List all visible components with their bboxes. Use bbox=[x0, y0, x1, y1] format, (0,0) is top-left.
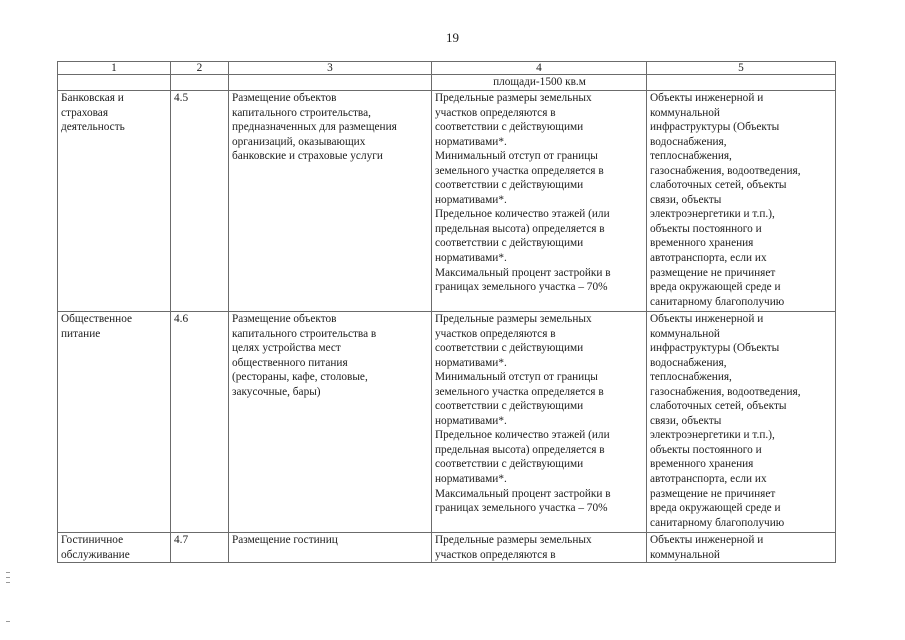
scan-edge-mark bbox=[6, 577, 10, 578]
activity-code-cell: 4.5 bbox=[171, 91, 229, 312]
activity-code-cell: 4.6 bbox=[171, 312, 229, 533]
header-cell: 5 bbox=[647, 62, 836, 75]
scan-edge-mark bbox=[6, 572, 10, 573]
parameters-cell: Предельные размеры земельных участков определяются в соответствии с действующими нормативами*. Минимальный отступ от границы земельного участка определяется в соответствии с действующими нормативами*. Предельное количество этажей (или предельная высота) определяется в соответствии с действующими нормативами*. Максимальный процент застройки в границах земельного участка – 70% bbox=[432, 91, 647, 312]
activity-description-cell: Размещение объектов капитального строительства, предназначенных для размещения организаций, оказывающих банковские и страховые услуги bbox=[229, 91, 432, 312]
activity-name-cell: Гостиничное обслуживание bbox=[58, 533, 171, 563]
parameters-cell: Предельные размеры земельных участков определяются в соответствии с действующими нормативами*. Минимальный отступ от границы земельного участка определяется в соответствии с действующими нормативами*. Предельное количество этажей (или предельная высота) определяется в соответствии с действующими нормативами*. Максимальный процент застройки в границах земельного участка – 70% bbox=[432, 312, 647, 533]
auxiliary-uses-cell: Объекты инженерной и коммунальной bbox=[647, 533, 836, 563]
table-cell bbox=[58, 75, 171, 91]
table-row bbox=[58, 91, 836, 312]
auxiliary-uses-cell: Объекты инженерной и коммунальной инфраструктуры (Объекты водоснабжения, теплоснабжения, газоснабжения, водоотведения, слаботочных сетей, объекты связи, объекты электроэнергетики и т.п.), объекты постоянного и временного хранения автотранспорта, если их размещение не причиняет вреда окружающей среде и санитарному благополучию bbox=[647, 91, 836, 312]
header-cell: 3 bbox=[229, 62, 432, 75]
continuation-text: площади-1500 кв.м bbox=[493, 76, 586, 88]
zoning-table bbox=[57, 61, 836, 563]
parameters-cell: Предельные размеры земельных участков определяются в bbox=[432, 533, 647, 563]
continuation-row bbox=[58, 75, 836, 91]
header-cell: 2 bbox=[171, 62, 229, 75]
activity-description-cell: Размещение объектов капитального строительства в целях устройства мест общественного питания (рестораны, кафе, столовые, закусочные, бары) bbox=[229, 312, 432, 533]
table-cell bbox=[647, 75, 836, 91]
table-header-row bbox=[58, 62, 836, 75]
page-number: 19 bbox=[446, 30, 459, 45]
scan-edge-mark bbox=[6, 582, 10, 583]
scan-edge-mark bbox=[6, 621, 10, 622]
activity-code-cell: 4.7 bbox=[171, 533, 229, 563]
activity-description-cell: Размещение гостиниц bbox=[229, 533, 432, 563]
table-cell bbox=[432, 75, 647, 91]
header-cell: 1 bbox=[58, 62, 171, 75]
table-cell bbox=[229, 75, 432, 91]
header-cell: 4 bbox=[432, 62, 647, 75]
auxiliary-uses-cell: Объекты инженерной и коммунальной инфраструктуры (Объекты водоснабжения, теплоснабжения, газоснабжения, водоотведения, слаботочных сетей, объекты связи, объекты электроэнергетики и т.п.), объекты постоянного и временного хранения автотранспорта, если их размещение не причиняет вреда окружающей среде и санитарному благополучию bbox=[647, 312, 836, 533]
table-row bbox=[58, 312, 836, 533]
activity-name-cell: Банковская и страховая деятельность bbox=[58, 91, 171, 312]
table-cell bbox=[171, 75, 229, 91]
table-row bbox=[58, 533, 836, 563]
activity-name-cell: Общественное питание bbox=[58, 312, 171, 533]
